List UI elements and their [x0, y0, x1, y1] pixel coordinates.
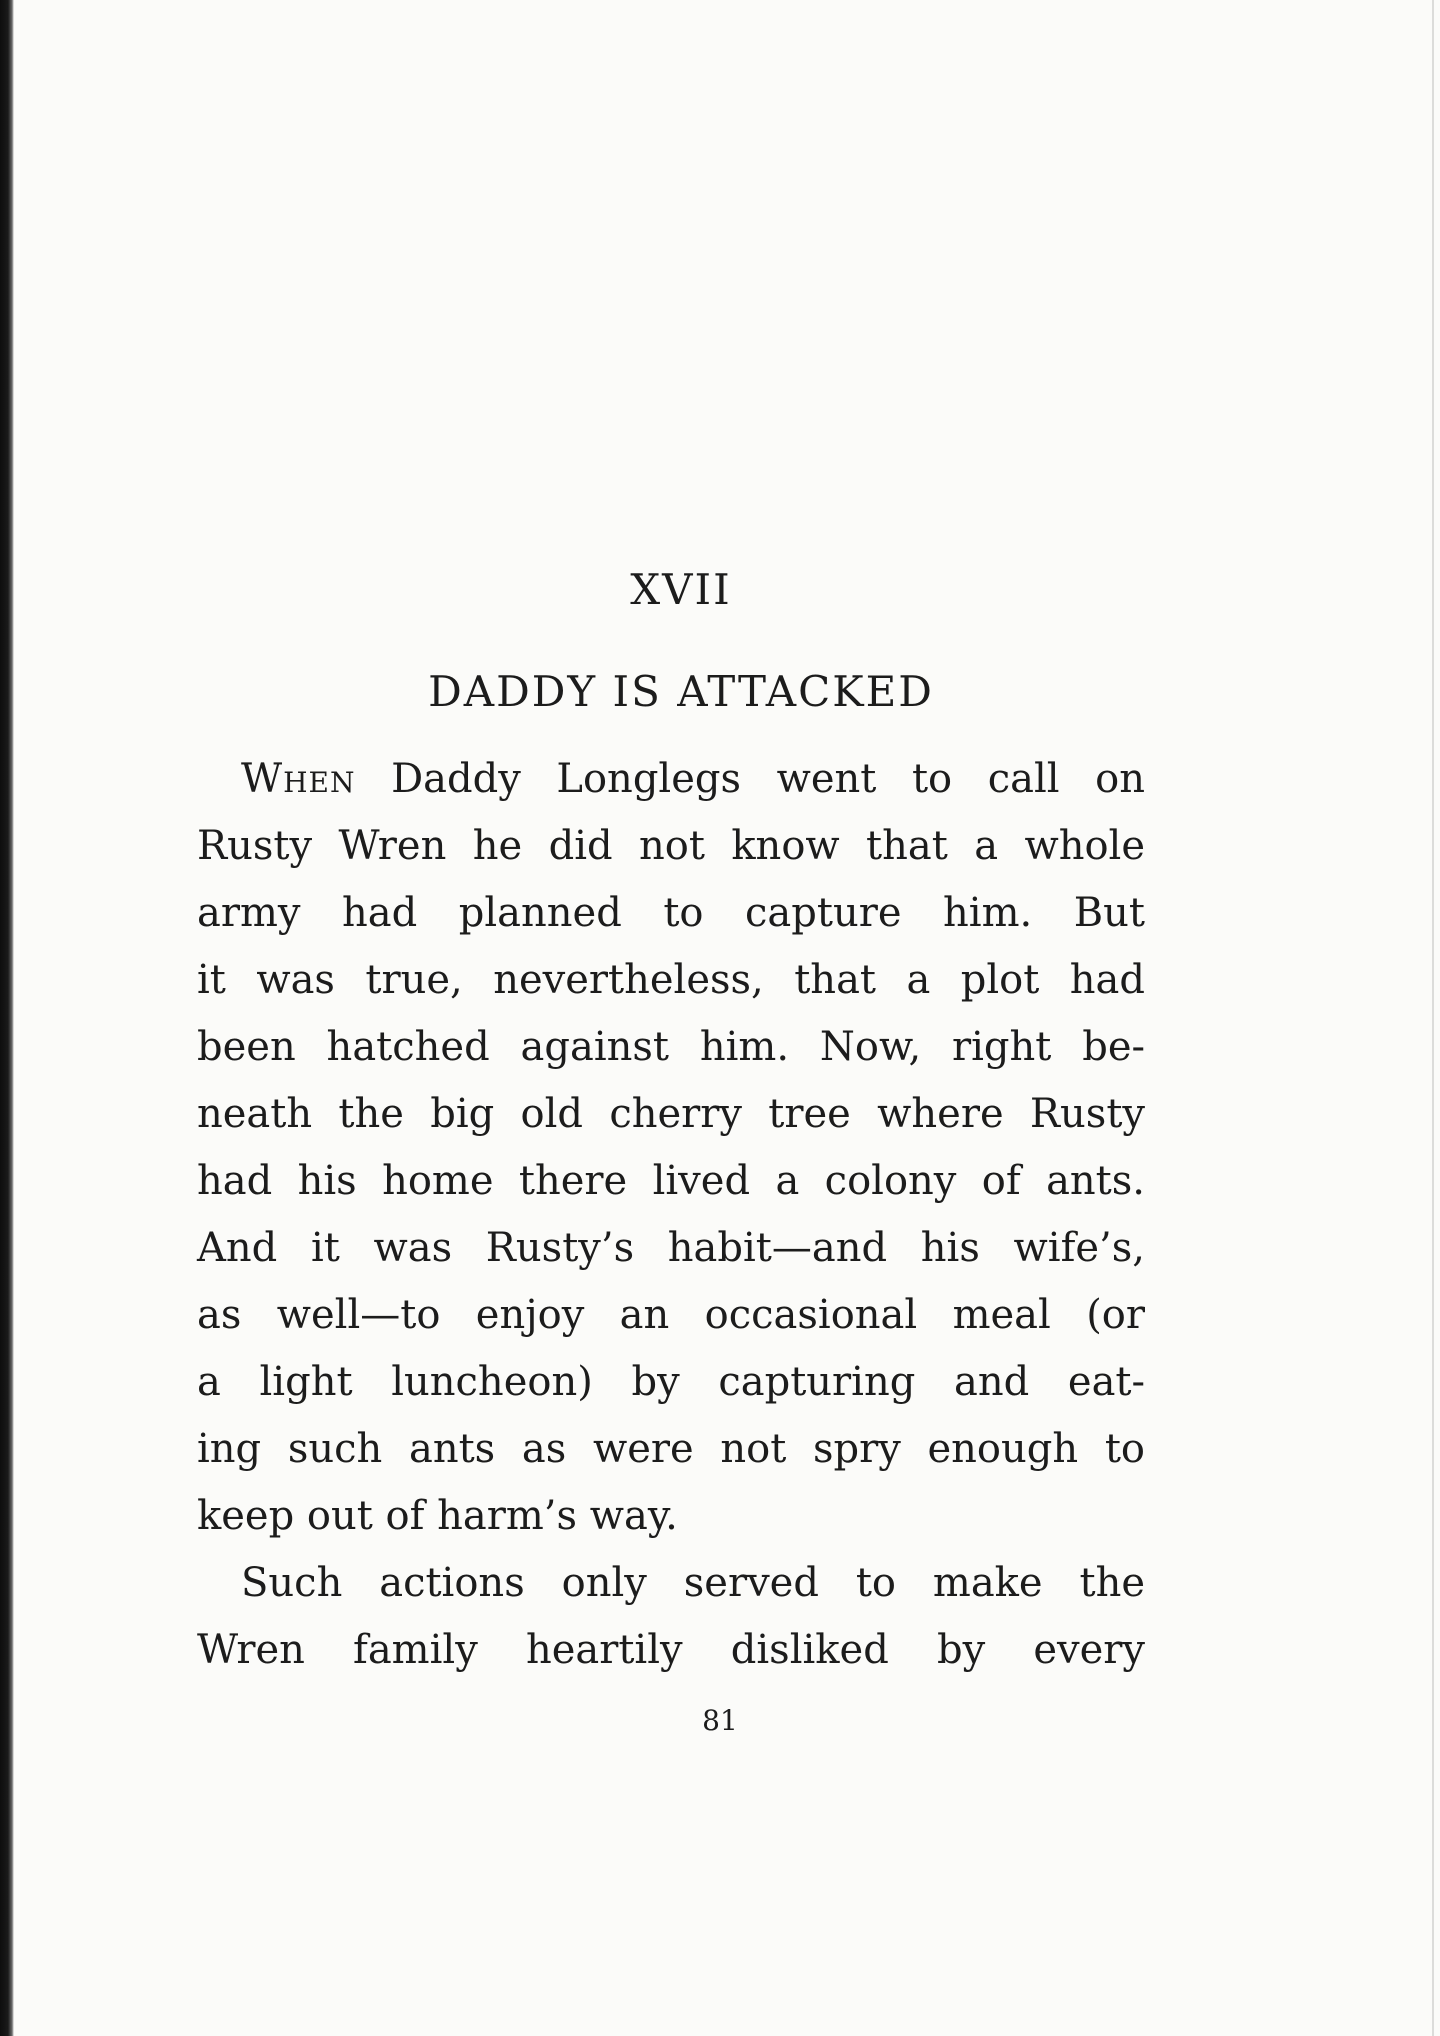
text-line: ing such ants as were not spry enough to	[197, 1426, 1145, 1472]
drop-lead-word: When	[241, 756, 356, 802]
text-line: neath the big old cherry tree where Rusty	[197, 1091, 1145, 1137]
text-line: Such actions only served to make the	[241, 1560, 1145, 1606]
text-line: a light luncheon) by capturing and eat-	[197, 1359, 1145, 1405]
paragraph-2	[197, 1550, 1145, 1684]
page-number: 81	[702, 1704, 738, 1737]
text-line: had his home there lived a colony of ants.	[197, 1158, 1145, 1204]
text-line: And it was Rusty’s habit—and his wife’s,	[197, 1225, 1145, 1271]
text-line: it was true, nevertheless, that a plot had	[197, 957, 1145, 1003]
text-line-content: Daddy Longlegs went to call on	[355, 756, 1145, 802]
text-line: been hatched against him. Now, right be-	[197, 1024, 1145, 1070]
text-line	[197, 746, 1145, 813]
chapter-title: DADDY IS ATTACKED	[428, 667, 934, 716]
paragraph-1	[197, 746, 1145, 1550]
text-line: army had planned to capture him. But	[197, 890, 1145, 936]
text-line: Wren family heartily disliked by every	[197, 1627, 1145, 1673]
text-line: keep out of harm’s way.	[197, 1493, 678, 1539]
chapter-number: XVII	[630, 565, 732, 614]
text-line: Rusty Wren he did not know that a whole	[197, 823, 1145, 869]
text-line: as well—to enjoy an occasional meal (or	[197, 1292, 1145, 1338]
page-text	[197, 560, 1145, 1684]
